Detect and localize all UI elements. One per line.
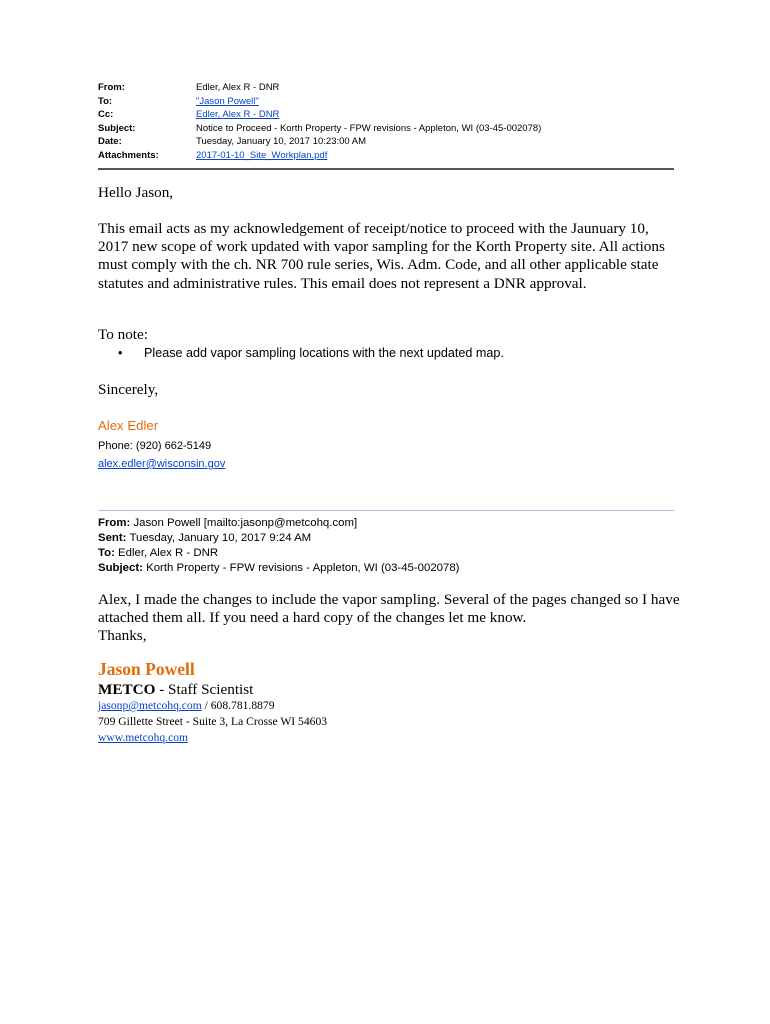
cc-label: Cc: (98, 109, 114, 121)
message-paragraph: This email acts as my acknowledgement of receipt/notice to proceed with the Jaunuary 10, 2017 new scope of work updated with vapor sampling for the Korth Property site. All actions must comply with the ch. NR 700 rule series, Wis. Adm. Code, and all other applicable state statutes and administrative rules. This email does not represent a DNR approval. (98, 220, 665, 292)
email-header (98, 81, 678, 163)
greeting: Hello Jason, (98, 184, 174, 201)
to-note-heading: To note: (98, 326, 148, 343)
reply-body: Alex, I made the changes to include the vapor sampling. Several of the pages changed so I have attached them all. If you need a hard copy of the changes let me know. (98, 591, 680, 627)
forwarded-subject-row (98, 561, 459, 576)
forward-divider (98, 510, 674, 511)
fwd-to-label: To: (98, 547, 115, 559)
forwarded-from-row (98, 516, 459, 531)
fwd-from-label: From: (98, 517, 131, 529)
date-label: Date: (98, 136, 122, 148)
from-value: Edler, Alex R - DNR (196, 82, 280, 93)
sender-contact (98, 699, 275, 712)
bullet-item (118, 345, 504, 361)
signature-email-link[interactable]: alex.edler@wisconsin.gov (98, 458, 226, 470)
sender-company: METCO (98, 681, 156, 698)
sender-name: Jason Powell (98, 659, 195, 679)
bullet-marker: • (118, 346, 123, 360)
subject-label: Subject: (98, 122, 136, 134)
subject-value: Notice to Proceed - Korth Property - FPW revisions - Appleton, WI (03-45-002078) (196, 122, 542, 134)
cc-link[interactable]: Edler, Alex R - DNR (196, 109, 280, 121)
header-to-row (98, 95, 678, 109)
sender-email-link[interactable]: jasonp@metcohq.com (98, 699, 202, 712)
header-date-row (98, 135, 678, 149)
bullet-text: Please add vapor sampling locations with the next updated map. (144, 346, 504, 360)
from-label: From: (98, 82, 125, 93)
fwd-subject-label: Subject: (98, 562, 143, 574)
fwd-from-value: Jason Powell [mailto:jasonp@metcohq.com] (130, 517, 358, 529)
header-attachments-row (98, 149, 678, 163)
fwd-to-value: Edler, Alex R - DNR (114, 547, 219, 559)
to-link[interactable]: "Jason Powell" (196, 95, 259, 107)
sender-address: 709 Gillette Street - Suite 3, La Crosse WI 54603 (98, 715, 328, 728)
header-divider (98, 168, 674, 170)
date-value: Tuesday, January 10, 2017 10:23:00 AM (196, 136, 367, 148)
sender-role: - Staff Scientist (155, 681, 254, 698)
reply-message (98, 591, 688, 646)
fwd-sent-label: Sent: (98, 532, 127, 544)
fwd-sent-value: Tuesday, January 10, 2017 9:24 AM (126, 532, 312, 544)
header-cc-row (98, 108, 678, 122)
reply-thanks: Thanks, (98, 627, 147, 645)
signature-phone: Phone: (920) 662-5149 (98, 440, 212, 452)
header-from-row (98, 81, 678, 95)
attachments-label: Attachments: (98, 149, 159, 161)
sender-phone: / 608.781.8879 (201, 699, 275, 712)
signature-name: Alex Edler (98, 418, 159, 433)
to-label: To: (98, 95, 113, 107)
fwd-subject-value: Korth Property - FPW revisions - Appleton, WI (03-45-002078) (142, 562, 460, 574)
sender-title (98, 681, 253, 699)
closing: Sincerely, (98, 381, 159, 398)
forwarded-sent-row (98, 531, 459, 546)
attachment-link[interactable]: 2017-01-10_Site_Workplan.pdf (196, 149, 328, 161)
forwarded-header (98, 516, 459, 576)
forwarded-to-row (98, 546, 459, 561)
header-subject-row (98, 122, 678, 136)
sender-website-link[interactable]: www.metcohq.com (98, 731, 189, 744)
